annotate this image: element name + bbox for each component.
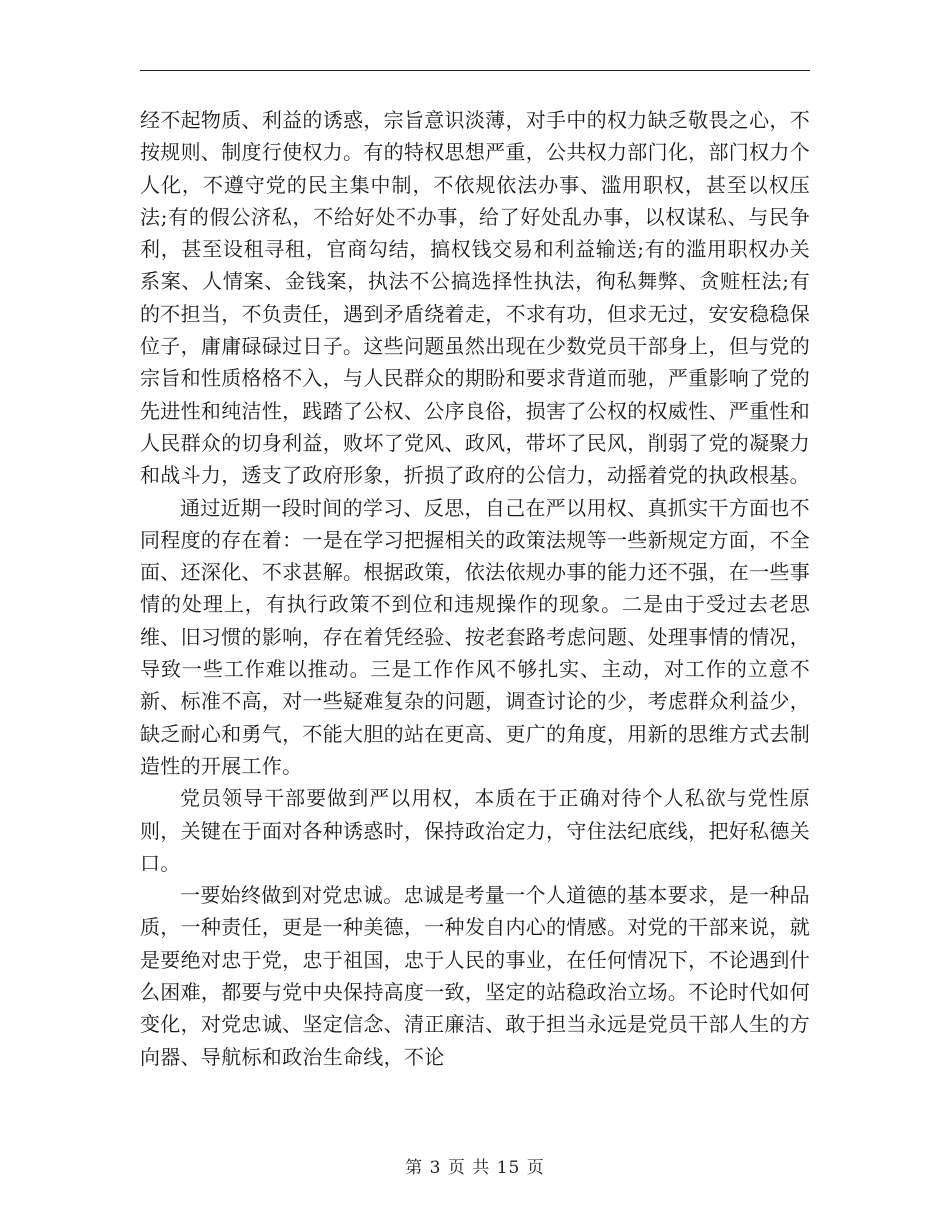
footer-page-current: 3 (429, 1158, 442, 1178)
paragraph-continued: 经不起物质、利益的诱惑，宗旨意识淡薄，对手中的权力缺乏敬畏之心，不按规则、制度行使权力。有的特权思想严重，公共权力部门化，部门权力个人化，不遵守党的民主集中制，不依规依法办事、滥用职权，甚至以权压法;有的假公济私，不给好处不办事，给了好处乱办事，以权谋私、与民争利，甚至设租寻租，官商勾结，搞权钱交易和利益输送;有的滥用职权办关系案、人情案、金钱案，执法不公搞选择性执法，徇私舞弊、贪赃枉法;有的不担当，不负责任，遇到矛盾绕着走，不求有功，但求无过，安安稳稳保位子，庸庸碌碌过日子。这些问题虽然出现在少数党员干部身上，但与党的宗旨和性质格格不入，与人民群众的期盼和要求背道而驰，严重影响了党的先进性和纯洁性，践踏了公权、公序良俗，损害了公权的权威性、严重性和人民群众的切身利益，败坏了党风、政风，带坏了民风，削弱了党的凝聚力和战斗力，透支了政府形象，折损了政府的公信力，动摇着党的执政根基。 (140, 108, 810, 488)
footer-suffix: 页 (526, 1158, 545, 1178)
footer-page-total: 15 (496, 1158, 521, 1178)
paragraph-loyalty: 一要始终做到对党忠诚。忠诚是考量一个人道德的基本要求，是一种品质，一种责任，更是一种美德，一种发自内心的情感。对党的干部来说，就是要绝对忠于党，忠于祖国，忠于人民的事业，在任何情况下，不论遇到什么困难，都要与党中央保持高度一致，坚定的站稳政治立场。不论时代如何变化，对党忠诚、坚定信念、清正廉洁、敢于担当永远是党员干部人生的方向器、导航标和政治生命线，不论 (140, 883, 810, 1069)
page-footer (0, 1153, 950, 1178)
footer-middle: 页 共 (447, 1158, 491, 1178)
paragraph-essence: 党员领导干部要做到严以用权，本质在于正确对待个人私欲与党性原则，关键在于面对各种诱惑时，保持政治定力，守住法纪底线，把好私德关口。 (140, 786, 810, 875)
header-rule (140, 70, 810, 71)
paragraph-self-reflection: 通过近期一段时间的学习、反思，自己在严以用权、真抓实干方面也不同程度的存在着：一是在学习把握相关的政策法规等一些新规定方面，不全面、还深化、不求甚解。根据政策，依法依规办事的能力还不强，在一些事情的处理上，有执行政策不到位和违规操作的现象。二是由于受过去老思维、旧习惯的影响，存在着凭经验、按老套路考虑问题、处理事情的情况，导致一些工作难以推动。三是工作作风不够扎实、主动，对工作的立意不新、标准不高，对一些疑难复杂的问题，调查讨论的少，考虑群众利益少，缺乏耐心和勇气，不能大胆的站在更高、更广的角度，用新的思维方式去制造性的开展工作。 (140, 495, 810, 778)
footer-prefix: 第 (405, 1158, 424, 1178)
document-body (140, 104, 810, 1073)
